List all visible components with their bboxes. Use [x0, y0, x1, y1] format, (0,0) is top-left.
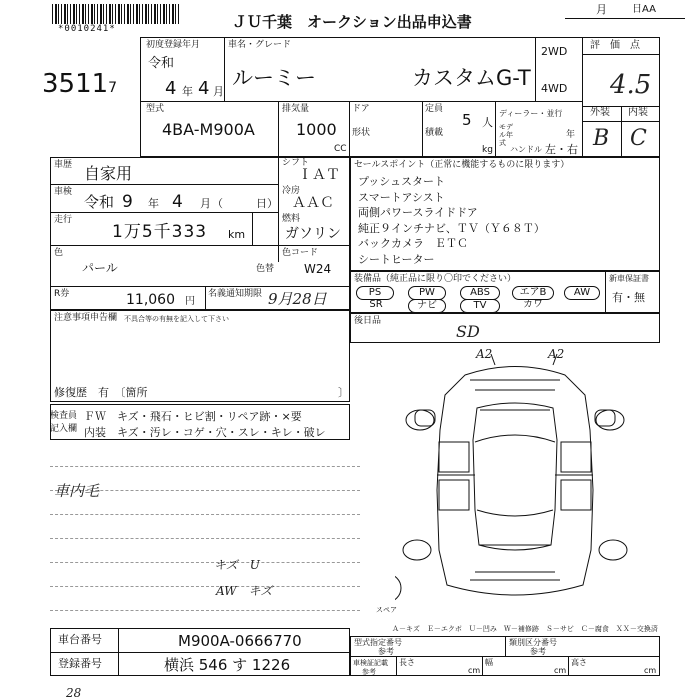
- height-label: 高さ: [571, 658, 587, 667]
- notes-label: 注意事項申告欄: [54, 313, 118, 323]
- width-unit: cm: [554, 666, 567, 675]
- length-label: 長さ: [399, 658, 415, 667]
- car-diagram: [395, 350, 635, 620]
- model-label: 車名・グレード: [228, 40, 292, 50]
- mileage-label: 走行: [54, 215, 73, 225]
- height-unit: cm: [644, 666, 657, 675]
- damage-legend: Ａ－キズ Ｅ－エクボ Ｕ－凹み Ｗ－補修跡 Ｓ－サビ Ｃ－腐食 ＸＸ－交換済: [392, 625, 658, 633]
- rating-label: 評 価 点: [590, 40, 640, 51]
- sales-points-label: セールスポイント（正常に機能するものに限ります）: [354, 160, 570, 170]
- rear-items-label: 後日品: [354, 316, 382, 326]
- sales-point-item: プッシュスタート: [358, 175, 446, 188]
- inspector-line-2: 内装 キズ・汚レ・コゲ・穴・スレ・キレ・破レ: [84, 426, 326, 439]
- displacement-label: 排気量: [282, 104, 310, 114]
- displacement-unit: CC: [334, 144, 347, 154]
- model-name: ルーミー: [232, 66, 316, 90]
- exterior-label: 外装: [590, 107, 610, 118]
- aircon-label: 冷房: [282, 186, 301, 196]
- lot-number-suffix: 7: [108, 80, 118, 96]
- handle-value: 左・右: [545, 143, 578, 156]
- drive-2wd: 2WD: [541, 45, 568, 58]
- color-label: 色: [54, 248, 64, 258]
- handle-label: ハンドル: [510, 145, 542, 154]
- fuel-label: 燃料: [282, 214, 301, 224]
- day-label: 日AA: [632, 4, 656, 15]
- sales-point-item: 純正９インチナビ、ＴＶ（Ｙ６８Ｔ）: [358, 221, 545, 235]
- aircon-value: ＡＡＣ: [292, 195, 334, 211]
- dealer-label: ディーラー・並行: [499, 109, 563, 118]
- chassis-value: M900A-0666770: [178, 632, 302, 650]
- notes-sub: 不具合等の有無を記入して下さい: [124, 315, 229, 323]
- lot-number: [42, 70, 117, 102]
- type-value: 4BA-M900A: [162, 120, 255, 139]
- inspector-label-1: 検査員: [50, 411, 78, 421]
- first-reg-month: 4: [198, 78, 210, 99]
- equip-ps: PS: [356, 286, 394, 300]
- new-car-warranty-value: 有・無: [612, 291, 645, 304]
- form-title: ＪＵ千葉 オークション出品申込書: [232, 13, 472, 31]
- note-hair: 車内毛: [54, 482, 100, 500]
- color-value: パール: [82, 261, 118, 275]
- doors-label: ドア: [352, 104, 370, 114]
- interior-label: 内装: [628, 107, 648, 118]
- model-year-unit: 年: [566, 130, 576, 140]
- shaken-era: 令和: [84, 193, 115, 211]
- barcode: [52, 4, 180, 24]
- type-label: 型式: [146, 104, 165, 114]
- color-change-label: 色替: [256, 264, 275, 274]
- interior-grade: C: [630, 126, 647, 151]
- width-label: 幅: [485, 658, 493, 667]
- color-code: W24: [304, 262, 332, 276]
- fuel-value: ガソリン: [285, 226, 341, 242]
- exterior-grade: B: [593, 126, 610, 151]
- model-year-label: モデル年式: [499, 123, 513, 147]
- shaken-year: 9: [122, 192, 133, 212]
- equip-aw: AW: [564, 286, 600, 300]
- history-label: 車歴: [54, 160, 73, 170]
- mileage-unit: km: [228, 228, 246, 241]
- recycle-unit: 円: [185, 296, 195, 307]
- displacement-value: 1000: [296, 120, 337, 139]
- equip-navi: ナビ: [408, 299, 446, 313]
- mileage-value: 1万5千333: [112, 222, 208, 242]
- first-reg-year-unit: 年: [182, 85, 193, 98]
- color-code-label: 色コード: [282, 248, 319, 258]
- shape-label: 形状: [352, 128, 371, 138]
- length-unit: cm: [468, 666, 481, 675]
- sales-points-list: [358, 174, 545, 267]
- note-scratch: キズ U: [214, 558, 260, 572]
- category-label: 類別区分番号: [509, 638, 557, 647]
- shift-value: ＩＡＴ: [298, 167, 340, 183]
- repair-label: 修復歴 有 〔箇所: [54, 386, 148, 399]
- capacity-unit: 人: [482, 116, 493, 129]
- recycle-label: R券: [54, 289, 70, 299]
- first-reg-era: 令和: [148, 56, 175, 71]
- sales-point-item: バックカメラ ＥＴＣ: [358, 237, 468, 250]
- damage-mark-1: A2: [476, 347, 493, 361]
- shaken-label: 車検: [54, 187, 73, 197]
- history-value: 自家用: [84, 164, 133, 183]
- recycle-value: 11,060: [126, 292, 175, 308]
- sales-point-item: 両側パワースライドドア: [358, 206, 478, 219]
- damage-mark-2: A2: [548, 347, 565, 361]
- sales-point-item: スマートアシスト: [358, 190, 445, 204]
- capacity-label: 定員: [425, 104, 444, 114]
- equip-abs: ABS: [460, 286, 500, 300]
- first-reg-year: 4: [165, 78, 177, 99]
- shift-label: シフト: [282, 158, 310, 168]
- load-label: 積載: [425, 128, 444, 138]
- plate-label: 登録番号: [58, 657, 102, 670]
- tax-notice-value: 9月28日: [268, 290, 327, 308]
- shaken-year-unit: 年: [148, 197, 159, 210]
- drive-4wd: 4WD: [541, 82, 568, 95]
- rear-items-value: SD: [456, 322, 480, 341]
- inspector-line-1: ＦＷ キズ・飛石・ヒビ割・リペア跡・×要: [84, 410, 302, 423]
- equipment-label: 装備品（純正品に限り〇印でください）: [354, 274, 517, 284]
- equip-tv: TV: [460, 299, 500, 313]
- equip-leather: カワ: [523, 299, 543, 310]
- repair-close: 〕: [338, 386, 349, 399]
- tax-notice-label: 名義通知期限: [208, 289, 263, 299]
- capacity-value: 5: [462, 111, 472, 129]
- note-aw-scratch: AW キズ: [216, 584, 273, 598]
- barcode-text: *0010241*: [58, 24, 116, 34]
- designation-ref: 参考: [378, 647, 394, 656]
- equip-sr: SR: [369, 299, 383, 310]
- lot-number-value: 3511: [42, 69, 109, 99]
- size-label: 車検証記載: [353, 659, 388, 667]
- equip-airbag: エアB: [512, 286, 554, 300]
- rear-items-box: [350, 313, 660, 343]
- new-car-warranty-label: 新車保証書: [609, 274, 649, 283]
- plate-value: 横浜 546 す 1226: [164, 656, 291, 674]
- load-unit: kg: [482, 145, 493, 155]
- shaken-month-unit: 月: [200, 197, 211, 210]
- shaken-month: 4: [172, 192, 183, 212]
- chassis-label: 車台番号: [58, 633, 102, 646]
- category-ref: 参考: [530, 647, 546, 656]
- designation-label: 型式指定番号: [354, 638, 402, 647]
- shaken-day: （ 日）: [212, 197, 278, 210]
- sales-point-item: シートヒーター: [358, 252, 435, 266]
- first-reg-month-unit: 月: [213, 85, 224, 98]
- first-reg-label: 初度登録年月: [146, 40, 201, 50]
- size-ref: 参考: [362, 668, 376, 676]
- model-grade: カスタムG-T: [412, 66, 531, 90]
- equip-pw: PW: [408, 286, 446, 300]
- month-label: 月: [596, 3, 607, 16]
- rating-value: 4.5: [610, 70, 652, 100]
- inspector-label-2: 記入欄: [50, 424, 78, 434]
- spare-label: スペア: [376, 606, 397, 614]
- page-mark: 28: [66, 686, 82, 700]
